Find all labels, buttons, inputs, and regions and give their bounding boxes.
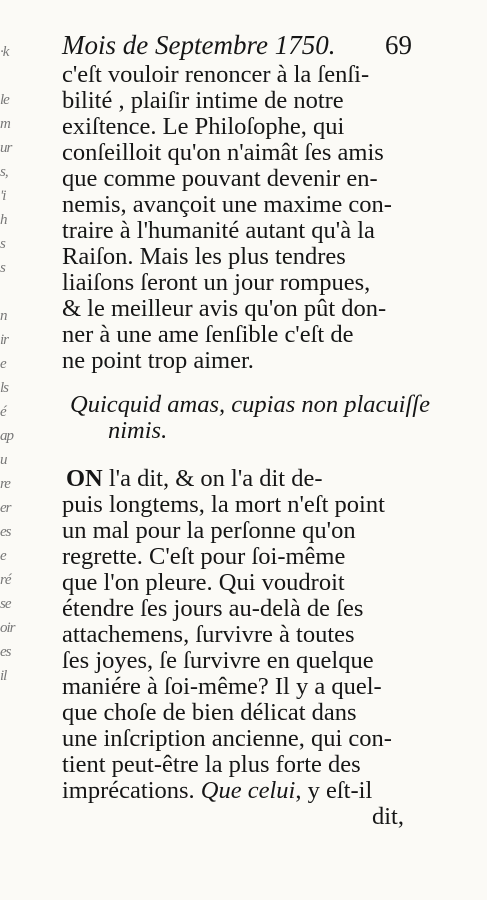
gutter-fragment: e (0, 548, 6, 564)
text-line: que choſe de bien délicat dans (62, 699, 357, 726)
quotation-line: nimis. (108, 417, 168, 444)
text-line: maniére à ſoi-même? Il y a quel- (62, 673, 382, 700)
text-line: & le meilleur avis qu'on pût don- (62, 295, 387, 322)
gutter-fragment: é (0, 404, 6, 420)
text-line (62, 778, 372, 804)
gutter-fragment: se (0, 596, 11, 612)
text-span: l'a dit, & on l'a dit de- (102, 465, 323, 492)
page-header (62, 28, 412, 62)
text-line: puis longtems, la mort n'eſt point (62, 491, 385, 518)
gutter-fragment: ·k (0, 44, 9, 60)
gutter-fragment: 'i (0, 188, 6, 204)
gutter-fragment: ré (0, 572, 11, 588)
text-line: ne point trop aimer. (62, 347, 254, 374)
gutter-fragment: ls (0, 380, 9, 396)
text-line: un mal pour la perſonne qu'on (62, 517, 356, 544)
gutter-fragment (0, 280, 22, 304)
gutter-fragment: re (0, 476, 10, 492)
running-title: Mois de Septembre 1750. (62, 30, 336, 60)
text-line: liaiſons ſeront un jour rompues, (62, 269, 371, 296)
catchword: dit, (372, 803, 404, 830)
text-line: ſes joyes, ſe ſurvivre en quelque (62, 647, 374, 674)
gutter-fragment: il (0, 668, 7, 684)
gutter-fragment (0, 64, 22, 88)
quotation-line: Quicquid amas, cupias non placuiſſe (70, 391, 430, 418)
text-line: c'eſt vouloir renoncer à la ſenſi- (62, 61, 370, 88)
text-line: que l'on pleure. Qui voudroit (62, 569, 345, 596)
text-line: attachemens, ſurvivre à toutes (62, 621, 355, 648)
text-span: Que celui (200, 777, 296, 804)
gutter-fragment: ur (0, 140, 12, 156)
text-line: bilité , plaiſir intime de notre (62, 87, 344, 114)
text-line: une inſcription ancienne, qui con- (62, 725, 392, 752)
gutter-fragment: n (0, 308, 7, 324)
gutter-fragment: er (0, 500, 11, 516)
page-number: 69 (385, 30, 412, 60)
text-line: conſeilloit qu'on n'aimât ſes amis (62, 139, 384, 166)
gutter-fragment: es (0, 524, 11, 540)
text-line: exiſtence. Le Philoſophe, qui (62, 113, 345, 140)
text-line: étendre ſes jours au-delà de ſes (62, 595, 364, 622)
text-span: , y eſt-il (295, 777, 373, 804)
gutter-fragment: ir (0, 332, 9, 348)
facing-page-bleed (0, 40, 22, 830)
text-line: que comme pouvant devenir en- (62, 165, 378, 192)
gutter-fragment: e (0, 356, 6, 372)
drop-word: ON (66, 465, 103, 492)
text-span: imprécations. (62, 777, 195, 804)
gutter-fragment: le (0, 92, 9, 108)
gutter-fragment: s (0, 236, 5, 252)
gutter-fragment: s, (0, 164, 8, 180)
gutter-fragment: m (0, 116, 10, 132)
text-line: traire à l'humanité autant qu'à la (62, 217, 375, 244)
gutter-fragment: oir (0, 620, 15, 636)
text-line: Raiſon. Mais les plus tendres (62, 243, 346, 270)
gutter-fragment: u (0, 452, 7, 468)
gutter-fragment: ap (0, 428, 13, 444)
text-line: regrette. C'eſt pour ſoi-même (62, 543, 346, 570)
gutter-fragment: h (0, 212, 7, 228)
text-line: nemis, avançoit une maxime con- (62, 191, 392, 218)
gutter-fragment: es (0, 644, 11, 660)
text-line (66, 466, 323, 492)
text-line: ner à une ame ſenſible c'eſt de (62, 321, 354, 348)
gutter-fragment: s (0, 260, 5, 276)
text-line: tient peut-être la plus forte des (62, 751, 361, 778)
